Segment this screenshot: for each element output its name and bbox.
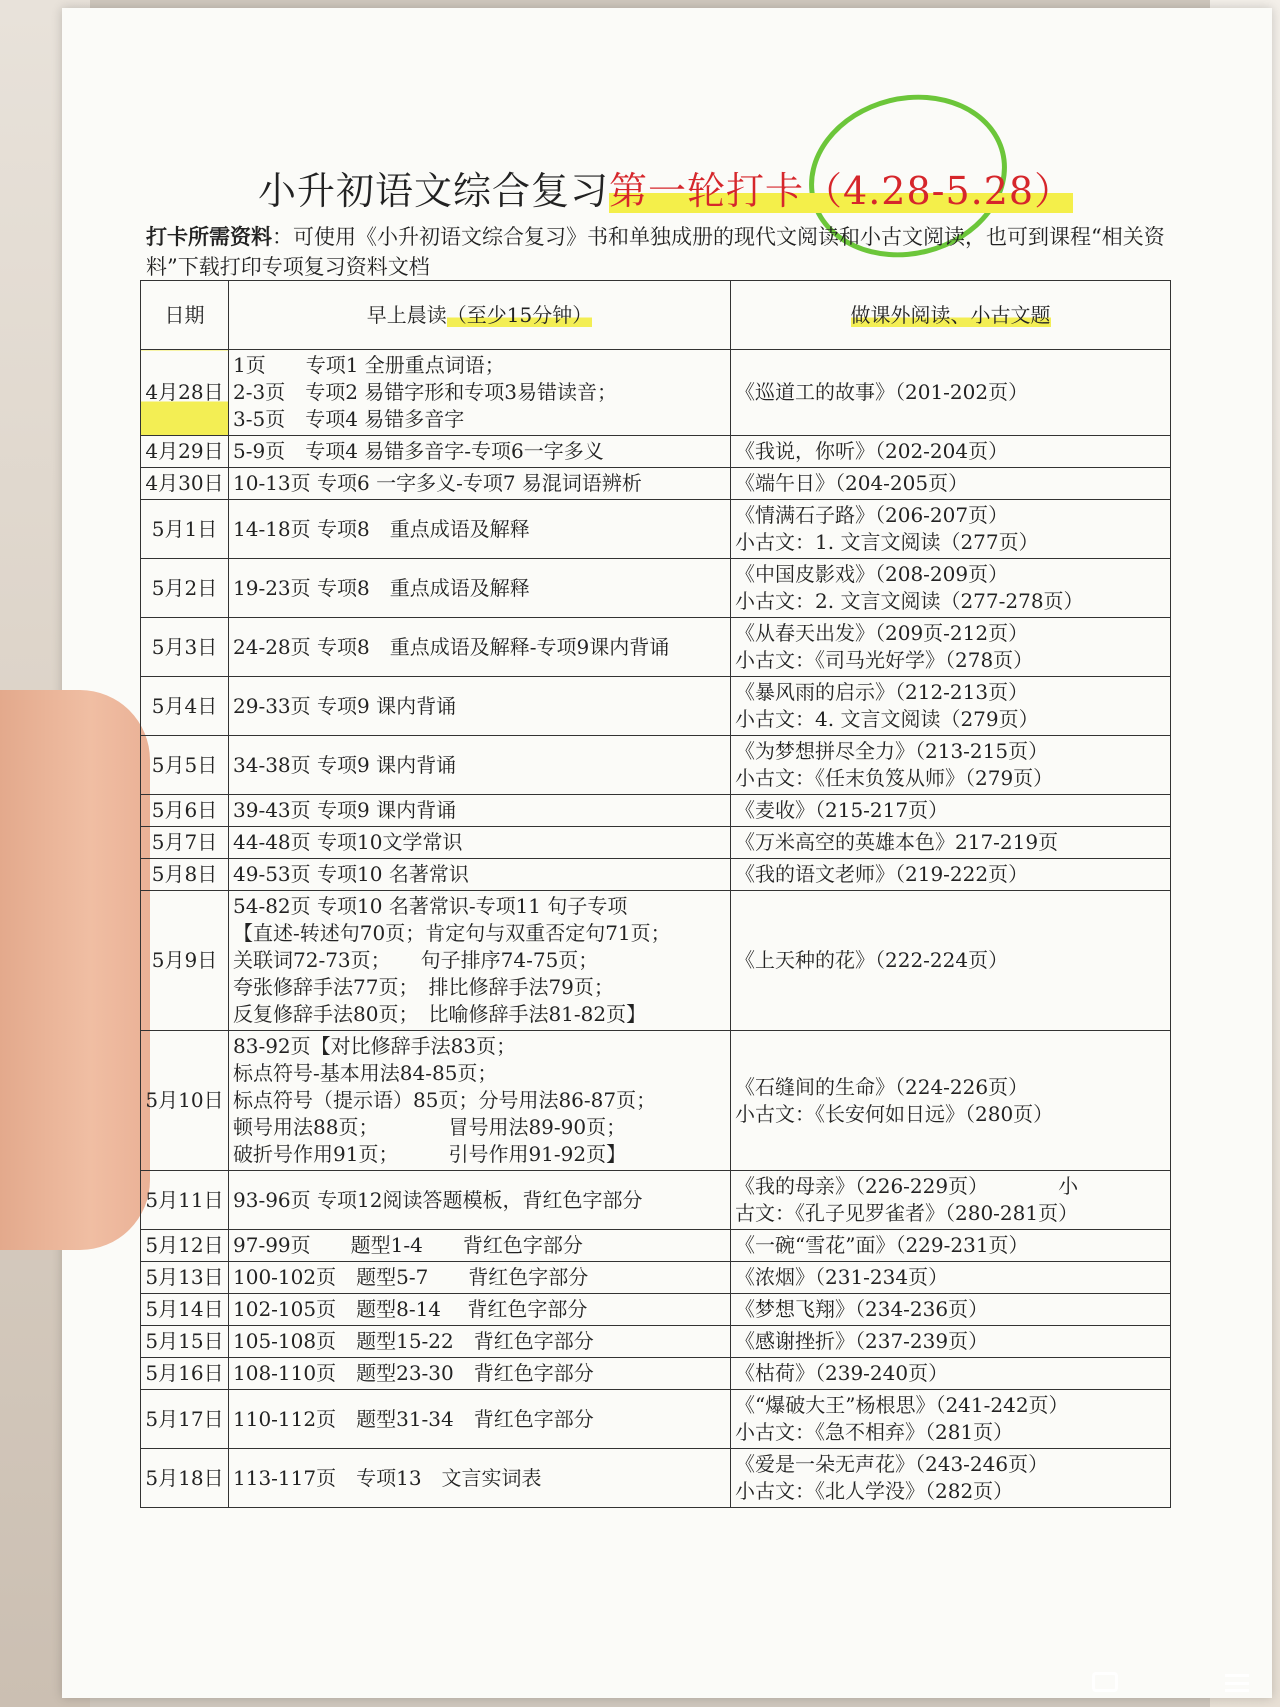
reading-line: 《端午日》（204-205页）	[735, 471, 969, 495]
cell-morning	[229, 1294, 731, 1326]
cell-date: 5月14日	[141, 1294, 229, 1326]
header-date: 日期	[141, 281, 229, 350]
reading-line: 《麦收》（215-217页）	[735, 798, 949, 822]
reading-line: 《从春天出发》（209页-212页）	[735, 621, 1029, 645]
reading-line: 小古文：《司马光好学》（278页）	[735, 648, 1034, 672]
table-row	[141, 1358, 1171, 1390]
reading-line: 《情满石子路》（206-207页）	[735, 503, 1009, 527]
cell-reading	[731, 859, 1171, 891]
cell-date: 5月12日	[141, 1230, 229, 1262]
cell-morning	[229, 795, 731, 827]
table-row	[141, 618, 1171, 677]
cell-reading	[731, 1230, 1171, 1262]
cell-reading	[731, 1171, 1171, 1230]
cell-morning	[229, 436, 731, 468]
table-row	[141, 500, 1171, 559]
cell-date: 5月7日	[141, 827, 229, 859]
requirements-text	[146, 222, 1176, 282]
cell-date: 5月10日	[141, 1031, 229, 1171]
cell-date: 5月13日	[141, 1262, 229, 1294]
cell-date: 5月9日	[141, 891, 229, 1031]
reading-line: 《浓烟》（231-234页）	[735, 1265, 949, 1289]
cell-reading	[731, 500, 1171, 559]
cell-morning	[229, 1449, 731, 1508]
reading-line: 《万米高空的英雄本色》217-219页	[735, 830, 1059, 854]
title-range: （4.28-5.28）	[804, 169, 1074, 213]
cell-reading	[731, 1262, 1171, 1294]
requirements-label: 打卡所需资料	[146, 224, 272, 249]
cell-morning	[229, 1262, 731, 1294]
reading-line: 《一碗“雪花”面》（229-231页）	[735, 1233, 1029, 1257]
cell-morning	[229, 468, 731, 500]
cell-reading	[731, 436, 1171, 468]
cell-date: 5月1日	[141, 500, 229, 559]
cell-morning	[229, 618, 731, 677]
morning-line: 2-3页 专项2 易错字形和专项3易错读音；	[233, 380, 618, 404]
cell-reading	[731, 1294, 1171, 1326]
cell-reading	[731, 1390, 1171, 1449]
reading-line: 《中国皮影戏》（208-209页）	[735, 562, 1009, 586]
requirements-body: ：可使用《小升初语文综合复习》书和单独成册的现代文阅读和小古文阅读，也可到课程“相关资料”下载打印专项复习资料文档	[146, 225, 1165, 279]
table-row	[141, 677, 1171, 736]
cell-date: 5月2日	[141, 559, 229, 618]
header-morning-label: 早上晨读	[366, 302, 447, 327]
cell-morning	[229, 1358, 731, 1390]
cell-reading	[731, 677, 1171, 736]
cell-morning	[229, 1390, 731, 1449]
reading-line: 《巡道工的故事》（201-202页）	[735, 380, 1029, 404]
table-row	[141, 1294, 1171, 1326]
morning-line: 24-28页 专项8 重点成语及解释-专项9课内背诵	[233, 634, 670, 659]
morning-line: 5-9页 专项4 易错多音字-专项6一字多义	[233, 439, 604, 463]
cell-date: 5月4日	[141, 677, 229, 736]
reading-line: 小古文：2. 文言文阅读（277-278页）	[735, 589, 1084, 613]
morning-line: 3-5页 专项4 易错多音字	[233, 407, 465, 431]
header-morning	[229, 281, 731, 350]
cell-morning	[229, 891, 731, 1031]
morning-line: 39-43页 专项9 课内背诵	[233, 798, 457, 822]
morning-line: 夸张修辞手法77页； 排比修辞手法79页；	[233, 975, 614, 999]
reading-line: 《上天种的花》（222-224页）	[735, 948, 1009, 972]
morning-line: 反复修辞手法80页； 比喻修辞手法81-82页】	[233, 1002, 647, 1026]
cell-date: 4月29日	[141, 436, 229, 468]
schedule-table	[140, 280, 1171, 1508]
menu-icon[interactable]	[1225, 1674, 1249, 1692]
morning-line: 113-117页 专项13 文言实词表	[233, 1465, 542, 1490]
cell-date: 5月18日	[141, 1449, 229, 1508]
cell-reading	[731, 1326, 1171, 1358]
reading-line: 《枯荷》（239-240页）	[735, 1361, 949, 1385]
header-reading	[731, 281, 1171, 350]
table-body	[141, 350, 1171, 1508]
cell-reading	[731, 795, 1171, 827]
morning-line: 29-33页 专项9 课内背诵	[233, 693, 457, 718]
reading-line: 小古文：4. 文言文阅读（279页）	[735, 707, 1039, 731]
table-row	[141, 1449, 1171, 1508]
cell-morning	[229, 350, 731, 436]
cell-reading	[731, 827, 1171, 859]
morning-line: 顿号用法88页； 冒号用法89-90页；	[233, 1115, 627, 1139]
reading-line: 小古文：《北人学没》（282页）	[735, 1479, 1014, 1503]
hand	[0, 690, 150, 1250]
reading-line: 《暴风雨的启示》（212-213页）	[735, 680, 1029, 704]
cell-reading	[731, 350, 1171, 436]
table-row	[141, 436, 1171, 468]
morning-line: 44-48页 专项10文学常识	[233, 830, 463, 854]
cell-reading	[731, 559, 1171, 618]
table-row	[141, 559, 1171, 618]
table-row	[141, 827, 1171, 859]
table-row	[141, 1262, 1171, 1294]
reading-line: 《为梦想拼尽全力》（213-215页）	[735, 739, 1049, 763]
morning-line: 标点符号（提示语）85页；分号用法86-87页；	[233, 1088, 657, 1112]
cell-date: 5月16日	[141, 1358, 229, 1390]
morning-line: 97-99页 题型1-4 背红色字部分	[233, 1233, 583, 1257]
morning-line: 105-108页 题型15-22 背红色字部分	[233, 1329, 594, 1353]
reading-line: 小古文：《急不相弃》（281页）	[735, 1420, 1014, 1444]
reading-line: 小古文：1. 文言文阅读（277页）	[735, 530, 1039, 554]
morning-line: 10-13页 专项6 一字多义-专项7 易混词语辨析	[233, 471, 642, 495]
cell-reading	[731, 1358, 1171, 1390]
morning-line: 93-96页 专项12阅读答题模板，背红色字部分	[233, 1187, 643, 1212]
reading-line: 《我的语文老师》（219-222页）	[735, 862, 1029, 886]
cell-morning	[229, 1171, 731, 1230]
header-morning-note: （至少15分钟）	[446, 302, 593, 327]
morning-line: 【直述-转述句70页；肯定句与双重否定句71页；	[233, 921, 671, 945]
cell-morning	[229, 1230, 731, 1262]
morning-line: 34-38页 专项9 课内背诵	[233, 752, 457, 777]
table-row	[141, 736, 1171, 795]
cell-date: 5月15日	[141, 1326, 229, 1358]
reading-line: 小古文：《长安何如日远》（280页）	[735, 1101, 1054, 1126]
reading-line: 《梦想飞翔》（234-236页）	[735, 1297, 989, 1321]
morning-line: 108-110页 题型23-30 背红色字部分	[233, 1361, 594, 1385]
cell-date: 5月11日	[141, 1171, 229, 1230]
table-row	[141, 468, 1171, 500]
cell-reading	[731, 1449, 1171, 1508]
cell-date: 5月5日	[141, 736, 229, 795]
cell-date: 5月17日	[141, 1390, 229, 1449]
title-highlight: 第一轮打卡	[609, 169, 805, 213]
cell-date: 5月6日	[141, 795, 229, 827]
cell-reading	[731, 1031, 1171, 1171]
morning-line: 49-53页 专项10 名著常识	[233, 862, 469, 886]
table-row	[141, 795, 1171, 827]
reading-line: 《“爆破大王”杨根思》（241-242页）	[735, 1393, 1069, 1417]
cell-morning	[229, 500, 731, 559]
chat-icon[interactable]	[1092, 1672, 1118, 1692]
reading-line: 《感谢挫折》（237-239页）	[735, 1329, 989, 1353]
morning-line: 14-18页 专项8 重点成语及解释	[233, 516, 530, 541]
table-row	[141, 1031, 1171, 1171]
cell-morning	[229, 677, 731, 736]
morning-line: 标点符号-基本用法84-85页；	[233, 1061, 498, 1085]
morning-line: 1页 专项1 全册重点词语；	[233, 353, 505, 377]
morning-line: 102-105页 题型8-14 背红色字部分	[233, 1297, 588, 1321]
cell-morning	[229, 1031, 731, 1171]
reading-line: 小古文：《任末负笈从师》（279页）	[735, 766, 1054, 790]
cell-reading	[731, 736, 1171, 795]
table-row	[141, 1230, 1171, 1262]
morning-line: 54-82页 专项10 名著常识-专项11 句子专项	[233, 894, 628, 918]
table-row	[141, 350, 1171, 436]
cell-reading	[731, 618, 1171, 677]
title-prefix: 小升初语文综合复习	[258, 169, 610, 213]
cell-morning	[229, 736, 731, 795]
morning-line: 110-112页 题型31-34 背红色字部分	[233, 1406, 594, 1431]
morning-line: 关联词72-73页； 句子排序74-75页；	[233, 948, 599, 972]
reading-line: 《我的母亲》（226-229页） 小	[735, 1174, 1079, 1198]
header-reading-label: 做课外阅读、小古文题	[850, 302, 1051, 327]
table-row	[141, 891, 1171, 1031]
cell-date: 5月3日	[141, 618, 229, 677]
cell-date: 5月8日	[141, 859, 229, 891]
reading-line: 《我说，你听》（202-204页）	[735, 439, 1009, 463]
morning-line: 83-92页【对比修辞手法83页；	[233, 1034, 517, 1058]
table-row	[141, 859, 1171, 891]
cell-morning	[229, 1326, 731, 1358]
table-row	[141, 1171, 1171, 1230]
table-row	[141, 1390, 1171, 1449]
cell-date: 4月28日	[141, 350, 229, 436]
cell-reading	[731, 468, 1171, 500]
document-title	[258, 160, 1073, 215]
morning-line: 100-102页 题型5-7 背红色字部分	[233, 1265, 589, 1289]
reading-line: 古文：《孔子见罗雀者》（280-281页）	[735, 1201, 1079, 1225]
cell-morning	[229, 827, 731, 859]
cell-reading	[731, 891, 1171, 1031]
reading-line: 《爱是一朵无声花》（243-246页）	[735, 1452, 1049, 1476]
reading-line: 《石缝间的生命》（224-226页）	[735, 1074, 1029, 1099]
table-header-row	[141, 281, 1171, 350]
cell-morning	[229, 559, 731, 618]
morning-line: 破折号作用91页； 引号作用91-92页】	[233, 1142, 627, 1166]
table-row	[141, 1326, 1171, 1358]
morning-line: 19-23页 专项8 重点成语及解释	[233, 575, 530, 600]
cell-date: 4月30日	[141, 468, 229, 500]
cell-morning	[229, 859, 731, 891]
